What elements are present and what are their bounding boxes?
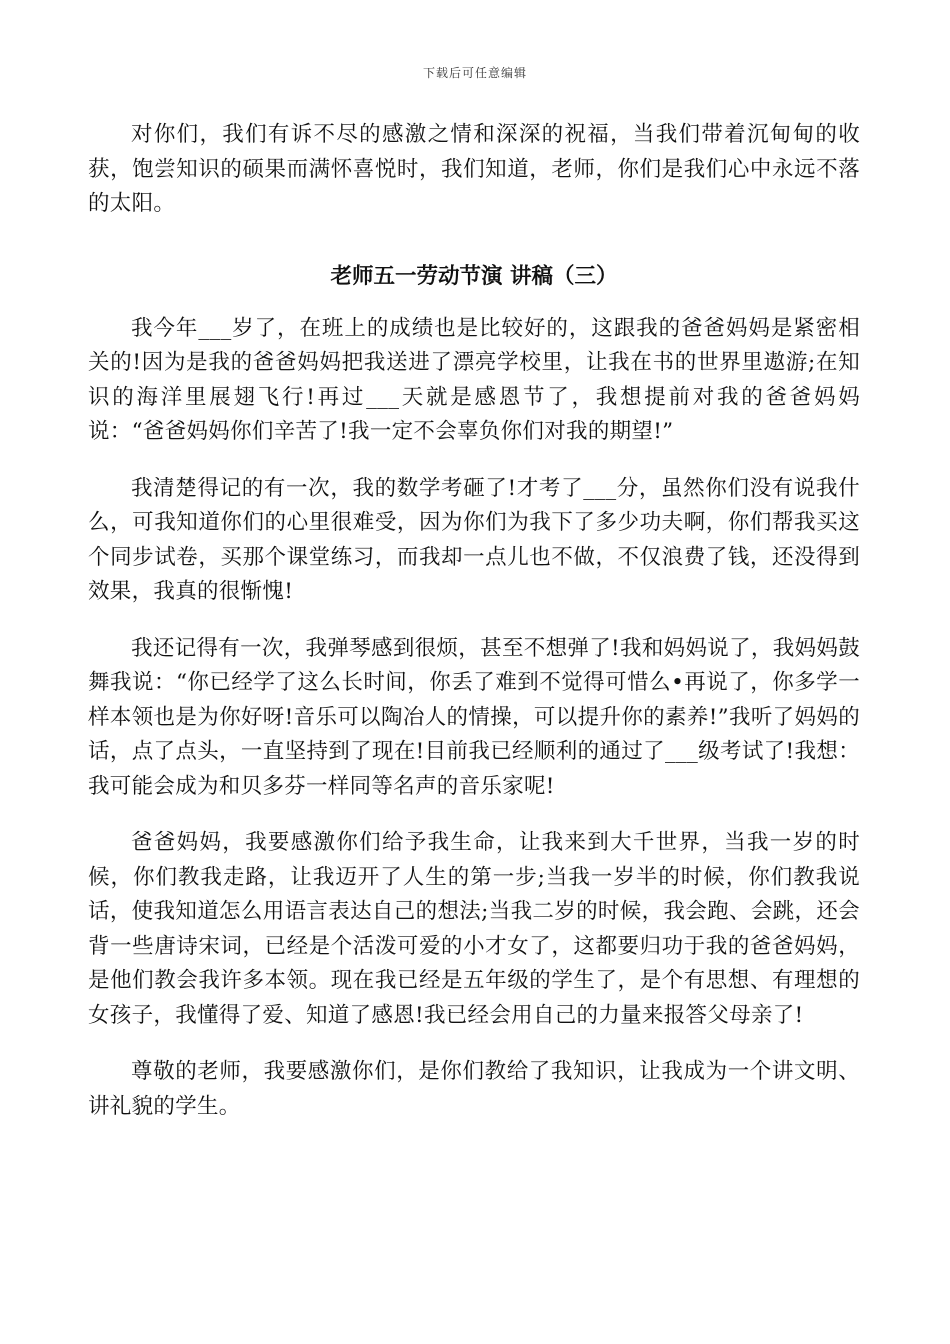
intro-paragraph: 对你们，我们有诉不尽的感激之情和深深的祝福，当我们带着沉甸甸的收获，饱尝知识的硕果而满怀喜悦时，我们知道，老师，你们是我们心中永远不落的太阳。 — [88, 122, 860, 216]
paragraph-4: 爸爸妈妈，我要感激你们给予我生命，让我来到大千世界，当我一岁的时候，你们教我走路，让我迈开了人生的第一步;当我一岁半的时候，你们教我说话，使我知道怎么用语言表达自己的想法;当我二岁的时候，我会跑、会跳，还会背一些唐诗宋词，已经是个活泼可爱的小才女了，这都要归功于我的爸爸妈妈，是他们教会我许多本领。现在我已经是五年级的学生了，是个有思想、有理想的女孩子，我懂得了爱、知道了感恩!我已经会用自己的力量来报答父母亲了! — [88, 830, 860, 1028]
paragraph-1: 我今年___岁了，在班上的成绩也是比较好的，这跟我的爸爸妈妈是紧密相关的!因为是我的爸爸妈妈把我送进了漂亮学校里，让我在书的世界里遨游;在知识的海洋里展翅飞行!再过___天就是感恩节了，我想提前对我的爸爸妈妈说：“爸爸妈妈你们辛苦了!我一定不会辜负你们对我的期望!” — [88, 315, 860, 444]
paragraph-2: 我清楚得记的有一次，我的数学考砸了!才考了___分，虽然你们没有说我什么，可我知道你们的心里很难受，因为你们为我下了多少功夫啊，你们帮我买这个同步试卷，买那个课堂练习，而我却一点儿也不做，不仅浪费了钱，还没得到效果，我真的很惭愧! — [88, 475, 860, 604]
section-title: 老师五一劳动节演 讲稿（三） — [330, 263, 618, 289]
paragraph-3: 我还记得有一次，我弹琴感到很烦，甚至不想弹了!我和妈妈说了，我妈妈鼓舞我说：“你已经学了这么长时间，你丢了难到不觉得可惜么•再说了，你多学一样本领也是为你好呀!音乐可以陶冶人的情操，可以提升你的素养!”我听了妈妈的话，点了点头，一直坚持到了现在!目前我已经顺利的通过了___级考试了!我想：我可能会成为和贝多芬一样同等名声的音乐家呢! — [88, 635, 860, 799]
paragraph-5: 尊敬的老师，我要感激你们，是你们教给了我知识，让我成为一个讲文明、讲礼貌的学生。 — [88, 1059, 860, 1119]
header-note: 下载后可任意编辑 — [422, 66, 527, 80]
document-body — [88, 118, 860, 1146]
